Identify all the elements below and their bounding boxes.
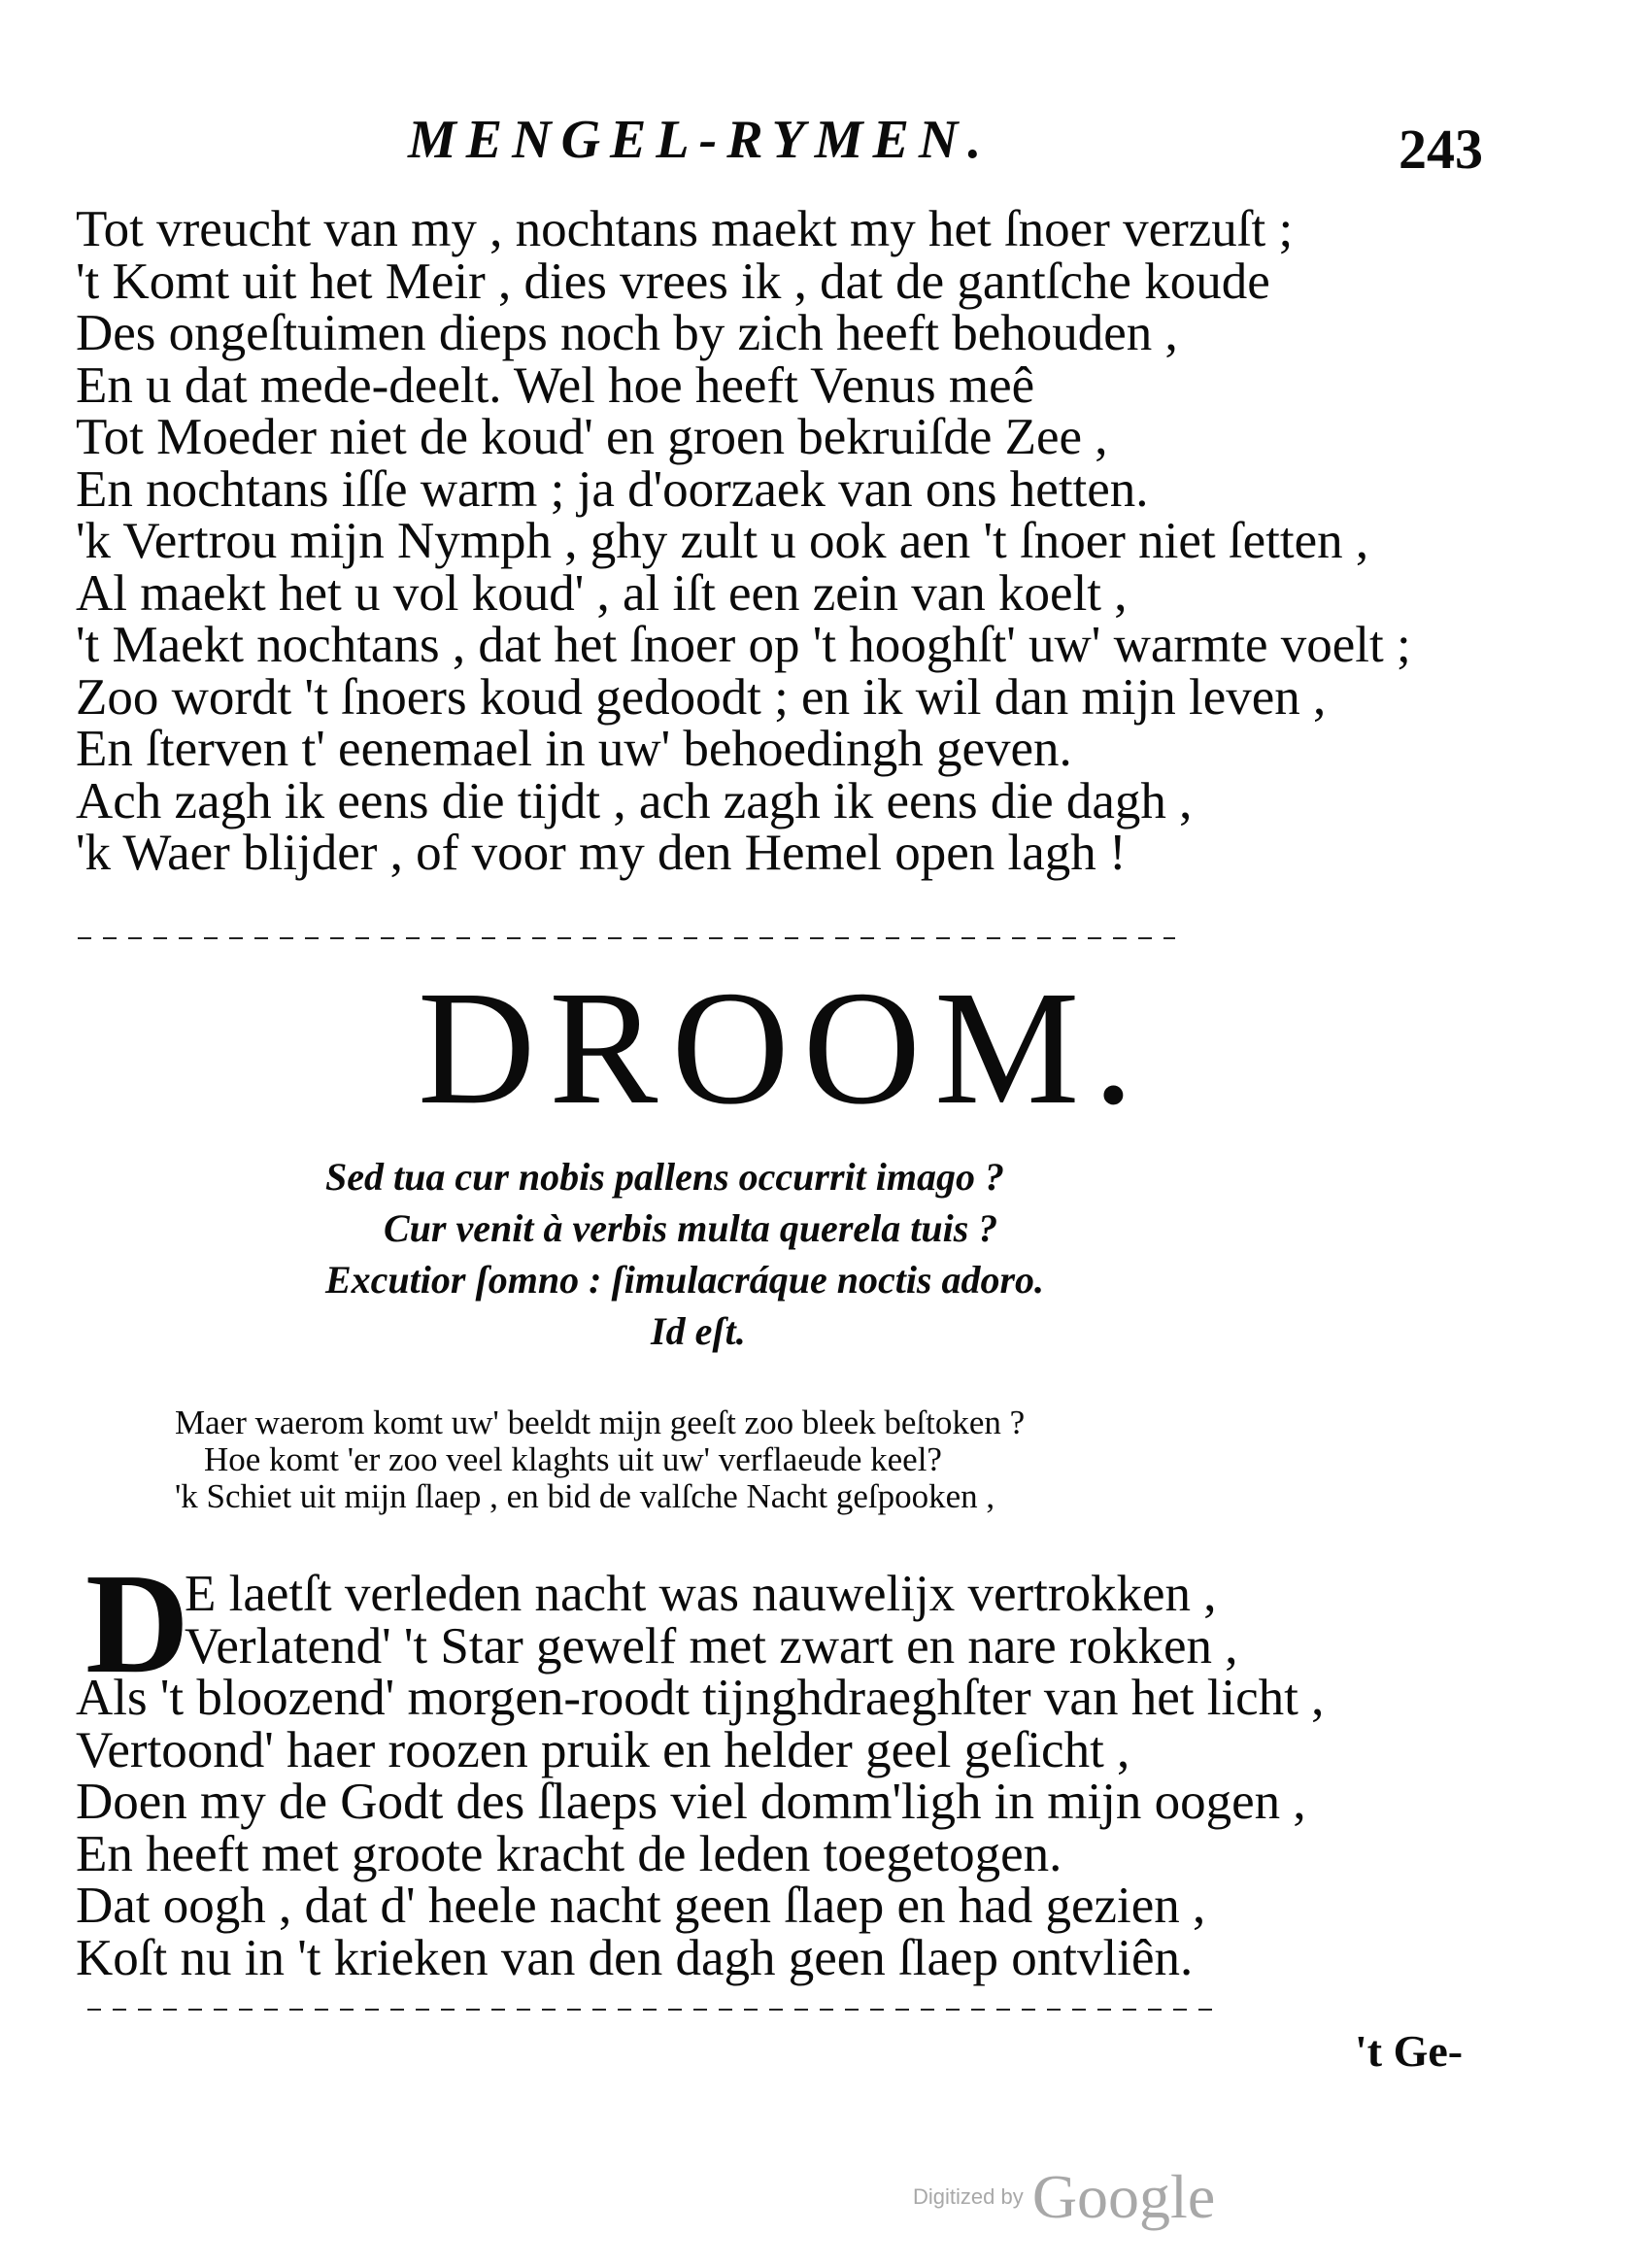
epigraph-translation: [175, 1404, 1025, 1515]
verse-line: Tot Moeder niet de koud' en groen bekruiſde Zee ,: [76, 409, 1108, 465]
verse-top: [76, 201, 1474, 881]
epigraph-line: Cur venit à verbis multa querela tuis ?: [384, 1206, 998, 1250]
verse-line: En u dat mede-deelt. Wel hoe heeft Venus meê: [76, 356, 1035, 414]
running-title: MENGEL-RYMEN.: [408, 110, 992, 170]
digitization-watermark: [913, 2161, 1215, 2233]
watermark-brand: Google: [1031, 2162, 1216, 2231]
drop-cap: D: [85, 1544, 189, 1704]
verse-line: Doen my de Godt des ſlaeps viel domm'ligh in mijn oogen ,: [76, 1774, 1306, 1830]
verse-line: Ach zagh ik eens die tijdt , ach zagh ik eens die dagh ,: [76, 772, 1193, 829]
catchword: 't Ge-: [1355, 2026, 1464, 2076]
verse-line: 't Komt uit het Meir , dies vrees ik , dat de gantſche koude: [76, 253, 1270, 310]
translation-line: Maer waerom komt uw' beeldt mijn geeſt zoo bleek beſtoken ?: [175, 1404, 1026, 1441]
section-title: DROOM.: [418, 958, 1148, 1138]
dream-verse: [76, 1566, 1474, 1986]
translation-line: Hoe komt 'er zoo veel klaghts uit uw' verflaeude keel?: [204, 1440, 942, 1478]
verse-line: Tot vreucht van my , nochtans maekt my het ſnoer verzuſt ;: [76, 201, 1294, 257]
verse-line: Als 't bloozend' morgen-roodt tijnghdraeghſter van het licht ,: [76, 1670, 1325, 1726]
verse-line: E laetſt verleden nacht was nauwelijx vertrokken ,: [185, 1566, 1217, 1622]
verse-line: 'k Waer blijder , of voor my den Hemel open lagh !: [76, 825, 1127, 881]
epigraph-line: Sed tua cur nobis pallens occurrit imago ?: [325, 1155, 1004, 1199]
verse-line: En ſterven t' eenemael in uw' behoedingh geven.: [76, 721, 1072, 777]
verse-line: Des ongeſtuimen dieps noch by zich heeft behouden ,: [76, 305, 1178, 361]
epigraph-line: Id eſt.: [651, 1309, 746, 1353]
verse-line: Al maekt het u vol koud' , al iſt een zein van koelt ,: [76, 564, 1128, 622]
verse-line: 't Maekt nochtans , dat het ſnoer op 't hooghſt' uw' warmte voelt ;: [76, 617, 1411, 673]
epigraph-line: Excutior ſomno : ſimulacráque noctis adoro.: [325, 1258, 1045, 1302]
verse-line: Vertoond' haer roozen pruik en helder geel geſicht ,: [76, 1721, 1130, 1778]
verse-line: En heeft met groote kracht de leden toegetogen.: [76, 1825, 1062, 1882]
underline-rule: [87, 2009, 1224, 2011]
underline-rule: [78, 937, 1175, 939]
latin-epigraph: [325, 1151, 1044, 1357]
verse-line: Zoo wordt 't ſnoers koud gedoodt ; en ik wil dan mijn leven ,: [76, 668, 1327, 726]
verse-line: Koſt nu in 't krieken van den dagh geen ſlaep ontvliên.: [76, 1929, 1194, 1986]
verse-line: En nochtans iſſe warm ; ja d'oorzaek van ons hetten.: [76, 460, 1149, 518]
verse-line: Dat oogh , dat d' heele nacht geen ſlaep en had gezien ,: [76, 1878, 1206, 1934]
watermark-prefix: Digitized by: [913, 2184, 1024, 2209]
page-number: 243: [1399, 118, 1483, 181]
verse-line: Verlatend' 't Star gewelf met zwart en nare rokken ,: [185, 1617, 1238, 1675]
translation-line: 'k Schiet uit mijn ſlaep , en bid de valſche Nacht geſpooken ,: [175, 1477, 995, 1515]
verse-line: 'k Vertrou mijn Nymph , ghy zult u ook aen 't ſnoer niet ſetten ,: [76, 513, 1369, 569]
